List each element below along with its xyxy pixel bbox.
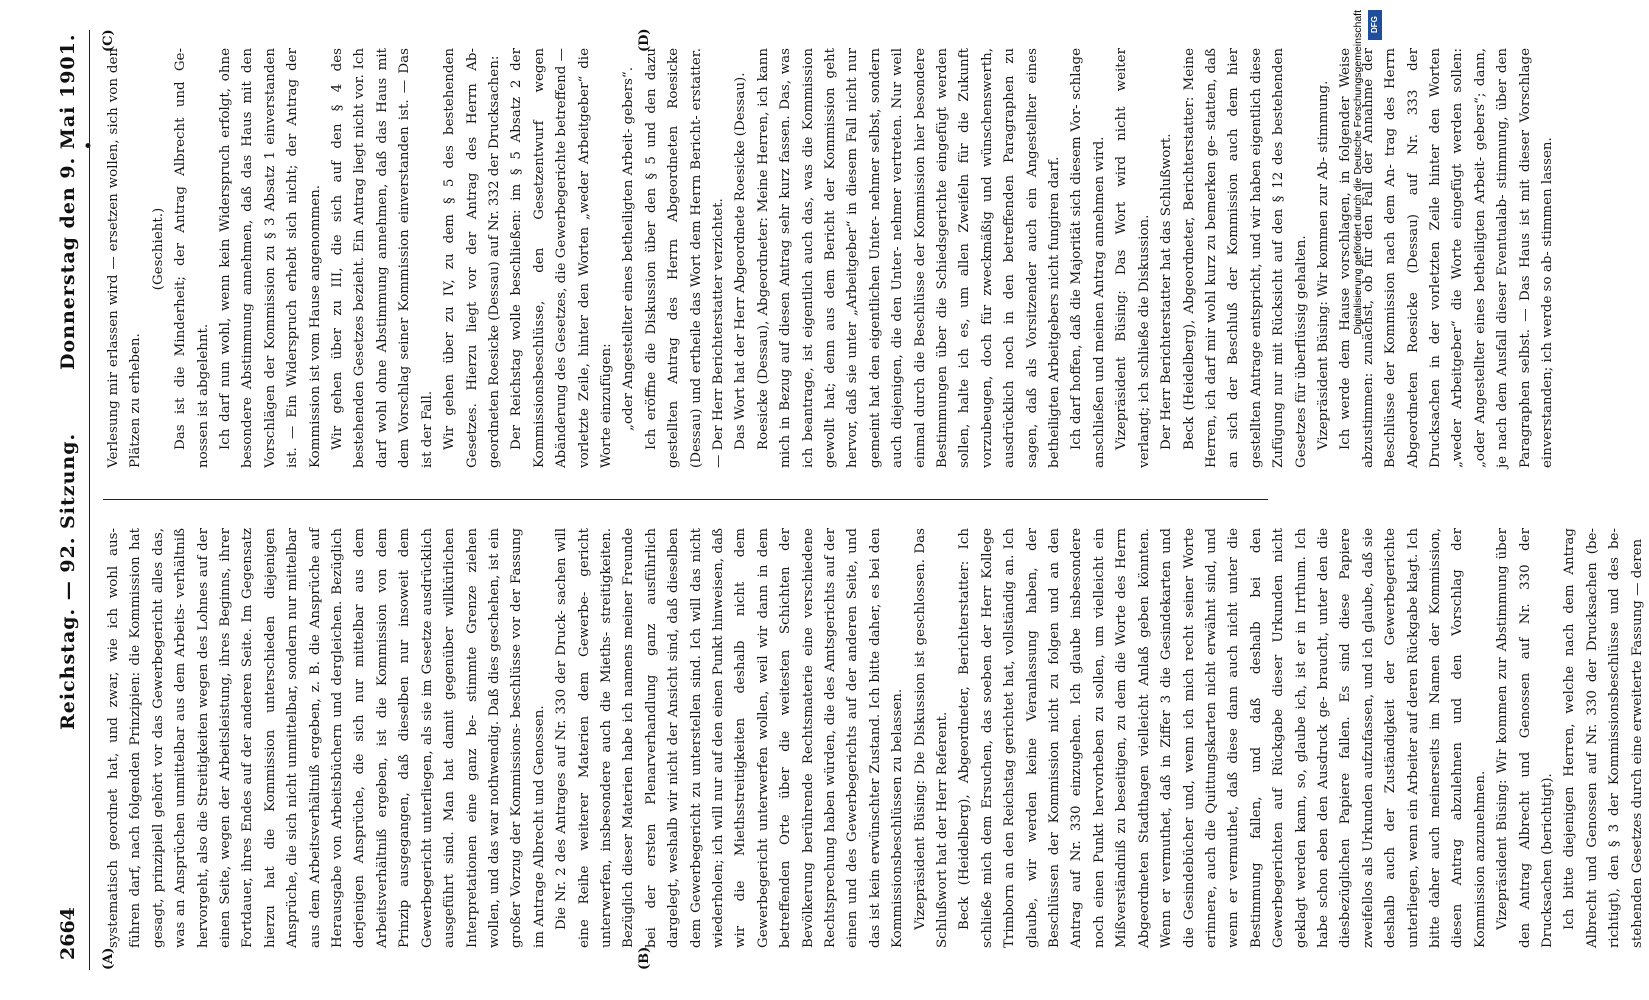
- header-rule: [89, 30, 90, 970]
- margin-marker-d: (D): [637, 28, 652, 52]
- paragraph: Vizepräsident Büsing: Wir kommen zur Ab- stimmung.: [1315, 80, 1331, 450]
- paragraph: Der Reichstag wolle beschließen: im § 5 Absatz 2 der Kommissionsbeschlüsse, den Gesetzentwurf wegen Abänderung des Gesetzes, die Gewerbegerichte betreffend — vorletzte Zeile, hinter den Worten „weder Arbeitgeber“ die Worte einzufügen:: [509, 48, 614, 468]
- session-title: Reichstag. — 92. Sitzung.: [57, 432, 79, 730]
- paragraph: Das ist die Minderheit; der Antrag Albrecht und Ge- nossen ist abgelehnt.: [173, 48, 211, 468]
- paragraph: Ich darf hoffen, daß die Majorität sich diesem Vor- schlage anschließen und meinen Antrag annehmen wird.: [1069, 48, 1107, 468]
- paragraph: Beck (Heidelberg), Abgeordneter, Berichterstatter: Ich schließe mich dem Ersuchen, das soeben der Herr Kollege Trimborn an den Reichstag gerichtet hat, vollständig an. Ich glaube, wir werden keine Veranlassung haben, der Beschlüssen der Kommission nicht zu folgen und an den Antrag auf Nr. 330 einzugehen. Ich glaube insbesondere noch einen Punkt hervorheben zu sollen, um vielleicht ein Mißverständniß zu beseitigen, zu dem die Worte des Herrn Abgeordneten Stadthagen vielleicht Anlaß geben könnten. Wenn er vermuthet, daß in Ziffer 3 die Gesindekarten und die Gesindebücher und, wenn ich mich recht seiner Worte erinnere, auch die Quittungskarten nicht erwähnt sind, und wenn er vermuthet, daß diese dann auch nicht unter die Bestimmung fallen, und daß deshalb bei den Gewerbegerichten auf Rückgabe dieser Urkunden nicht geklagt werden kann, so, glaube ich, ist er in Irrthum. Ich habe schon eben den Ausdruck ge- braucht, unter den die diesbezüglichen Papiere fallen. Es sind diese Papiere zweifellos als Urkunden aufzufassen, und ich glaube, daß sie deshalb auch der Zuständigkeit der Gewerbegerichte unterliegen, wenn ein Arbeiter auf deren Rückgabe klagt. Ich bitte daher auch meinerseits im Namen der Kommission, diesen Antrag abzulehnen und den Vorschlag der Kommission anzunehmen.: [957, 528, 1488, 948]
- dfg-logo: DFG: [1368, 10, 1382, 40]
- paragraph: systematisch geordnet hat, und zwar, wie ich wohl aus- führen darf, nach folgenden Prinzipien: die Kommission hat gesagt, prinzipiell gehört vor das Gewerbegericht alles das, was an Ansprüchen unmittelbar aus dem Arbeits- verhältniß hervorgeht, also die Streitigkeiten wegen des Lohnes auf der einen Seite, wegen der Arbeitsleistung, ihres Beginns, ihrer Fortdauer, ihres Endes auf der anderen Seite. Im Gegensatz hierzu hat die Kommission unterschieden diejenigen Ansprüche, die sich nicht unmittelbar, sondern nur mittelbar aus dem Arbeitsverhältniß ergeben, z. B. die Ansprüche auf Herausgabe von Arbeitsbüchern und dergleichen. Bezüglich derjenigen Ansprüche, die sich nur mittelbar aus dem Arbeitsverhältniß ergeben, ist die Kommission von dem Prinzip ausgegangen, daß dieselben nur insoweit dem Gewerbegericht unterliegen, als sie im Gesetze ausdrücklich ausgeführt sind. Man hat damit gegenüber willkürlichen Interpretationen eine ganz be- stimmte Grenze ziehen wollen, und das war nothwendig. Daß dies geschehen, ist ein großer Vorzug der Kommissions- beschlüsse vor der Fassung im Antrage Albrecht und Genossen.: [106, 528, 547, 948]
- paragraph: „oder Angestellter eines betheiligten Arbeit- gebers“.: [621, 67, 637, 431]
- page-header: [53, 30, 97, 970]
- paragraph: Roesicke (Dessau), Abgeordneter: Meine Herren, ich kann mich in Bezug auf diesen Antrag sehr kurz fassen. Das, was ich beantrage, ist eigentlich auch das, was die Kommission gewollt hat; denn aus dem Bericht der Kommission geht hervor, daß sie unter „Arbeitgeber“ in diesem Fall nicht nur gemeint hat den eigentlichen Unter- nehmer selbst, sondern auch diejenigen, die den Unter- nehmer vertreten. Nur weil einmal durch die Beschlüsse der Kommission hier besondere Bestimmungen über die Schiedsgerichte eingefügt werden sollen, halte ich es, um allen Zweifeln für die Zukunft vorzubeugen, doch für zweckmäßig und wünschenswerth, ausdrücklich noch in den betreffenden Paragraphen zu sagen, daß als Vorsitzender auch ein Angestellter eines betheiligten Arbeitgebers nicht fungiren darf.: [755, 48, 1063, 468]
- digitization-credit: [1352, 10, 1382, 992]
- paragraph: Vizepräsident Büsing: Wir kommen zur Abstimmung über den Antrag Albrecht und Genossen auf Nr. 330 der Drucksachen (berichtigt).: [1495, 528, 1555, 948]
- paragraph: Beck (Heidelberg), Abgeordneter, Berichterstatter: Meine Herren, ich darf mir wohl kurz zu bemerken ge- statten, daß an sich der Beschluß der Kommission auch dem hier gestellten Antrage entspricht, und wir haben eigentlich diese Zufügung nur mit Rücksicht auf den § 12 des bestehenden Gesetzes für überflüssig gehalten.: [1181, 48, 1309, 468]
- paragraph: Wir gehen über zu IV, zu dem § 5 des bestehenden Gesetzes. Hierzu liegt vor der Antrag des Herrn Ab- geordneten Roesicke (Dessau) auf Nr. 332 der Drucksachen:: [442, 48, 502, 468]
- page-number: 2664: [57, 907, 79, 960]
- margin-marker-b: (B): [637, 946, 652, 970]
- margin-marker-a: (A): [101, 947, 116, 970]
- scan-dot: •: [81, 141, 97, 150]
- paragraph: Verlesung mir erlassen wird — ersetzen wollen, sich von den Plätzen zu erheben.: [106, 48, 144, 468]
- margin-marker-c: (C): [101, 29, 116, 52]
- paragraph: Das Wort hat der Herr Abgeordnete Roesicke (Dessau).: [733, 72, 749, 450]
- paragraph: Ich werde dem Hause vorschlagen, in folgender Weise abzustimmen: zunächst, ob für den Fall der Annahme der Beschlüsse der Kommission nach dem An- trag des Herrn Abgeordneten Roesicke (Dessau) auf Nr. 333 der Drucksachen in der vorletzten Zeile hinter den Worten „weder Arbeitgeber“ die Worte eingefügt werden sollen: „oder Angestellter eines betheiligten Arbeit- gebers“; dann, je nach dem Ausfall dieser Eventualab- stimmung, über den Paragraphen selbst. — Das Haus ist mit dieser Vorschlage einverstanden; ich werde so ab- stimmen lassen.: [1338, 48, 1555, 468]
- paragraph: Ich bitte diejenigen Herren, welche nach dem Antrag Albrecht und Genossen auf Nr. 330 der Drucksachen (be- richtigt), den § 3 der Kommissionsbeschlüsse und des be- stehenden Gesetzes durch eine erweiterte Fassung — deren: [1562, 528, 1645, 948]
- paragraph: Wir gehen über zu III, die sich auf den § 4 des bestehenden Gesetzes bezieht. Ein Antrag liegt nicht vor. Ich darf wohl ohne Abstimmung annehmen, daß das Haus mit dem Vorschlag seiner Kommission einverstanden ist. — Das ist der Fall.: [330, 48, 435, 468]
- paragraph: Vizepräsident Büsing: Die Diskussion ist geschlossen. Das Schlußwort hat der Herr Referent.: [912, 528, 951, 948]
- credit-text: Digitalisierung gefördert durch die Deutsche Forschungsgemeinschaft: [1352, 10, 1364, 335]
- paragraph: (Geschieht.): [150, 207, 166, 291]
- session-date: Donnerstag den 9. Mai 1901.: [57, 33, 79, 370]
- column-divider: [103, 499, 1268, 500]
- paragraph: Die Nr. 2 des Antrages auf Nr. 330 der Druck- sachen will eine Reihe weiterer Materien dem Gewerbe- gericht unterwerfen, insbesondere auch die Mieths- streitigkeiten. Bezüglich dieser Materien habe ich namens meiner Freunde bei der ersten Plenarverhandlung ganz ausführlich dargelegt, weshalb wir nicht der Ansicht sind, daß dieselben dem Gewerbegericht zu unterstellen sind. Ich will das nicht wiederholen; ich will nur auf den einen Punkt hinweisen, daß wir die Miethsstreitigkeiten deshalb nicht dem Gewerbegericht unterwerfen wollen, weil wir dann in dem betreffenden Orte über die weitesten Schichten der Bevölkerung berührende Rechtsmaterie eine verschiedene Rechtsprechung haben würden, die des Amtsgerichts auf der einen und des Gewerbegerichts auf der anderen Seite, und das ist kein erwünschter Zustand. Ich bitte daher, es bei den Kommissionsbeschlüssen zu belassen.: [554, 528, 906, 948]
- paragraph: Der Herr Berichterstatter hat das Schlußwort.: [1159, 133, 1175, 450]
- paragraph: Ich eröffne die Diskussion über den § 5 und den dazu gestellten Antrag des Herrn Abgeordneten Roesicke (Dessau) und ertheile das Wort dem Herrn Bericht- erstatter. — Der Herr Berichterstatter verzichtet.: [643, 48, 726, 468]
- paragraph: Ich darf nun wohl, wenn kein Widerspruch erfolgt, ohne besondere Abstimmung annehmen, daß das Haus mit den Vorschlägen der Kommission zu § 3 Absatz 1 einverstanden ist. — Ein Widerspruch erhebt sich nicht; der Antrag der Kommission ist vom Hause angenommen.: [218, 48, 323, 468]
- left-text-column: [103, 528, 1645, 948]
- paragraph: Vizepräsident Büsing: Das Wort wird nicht weiter verlangt; ich schließe die Diskussion.: [1114, 48, 1152, 468]
